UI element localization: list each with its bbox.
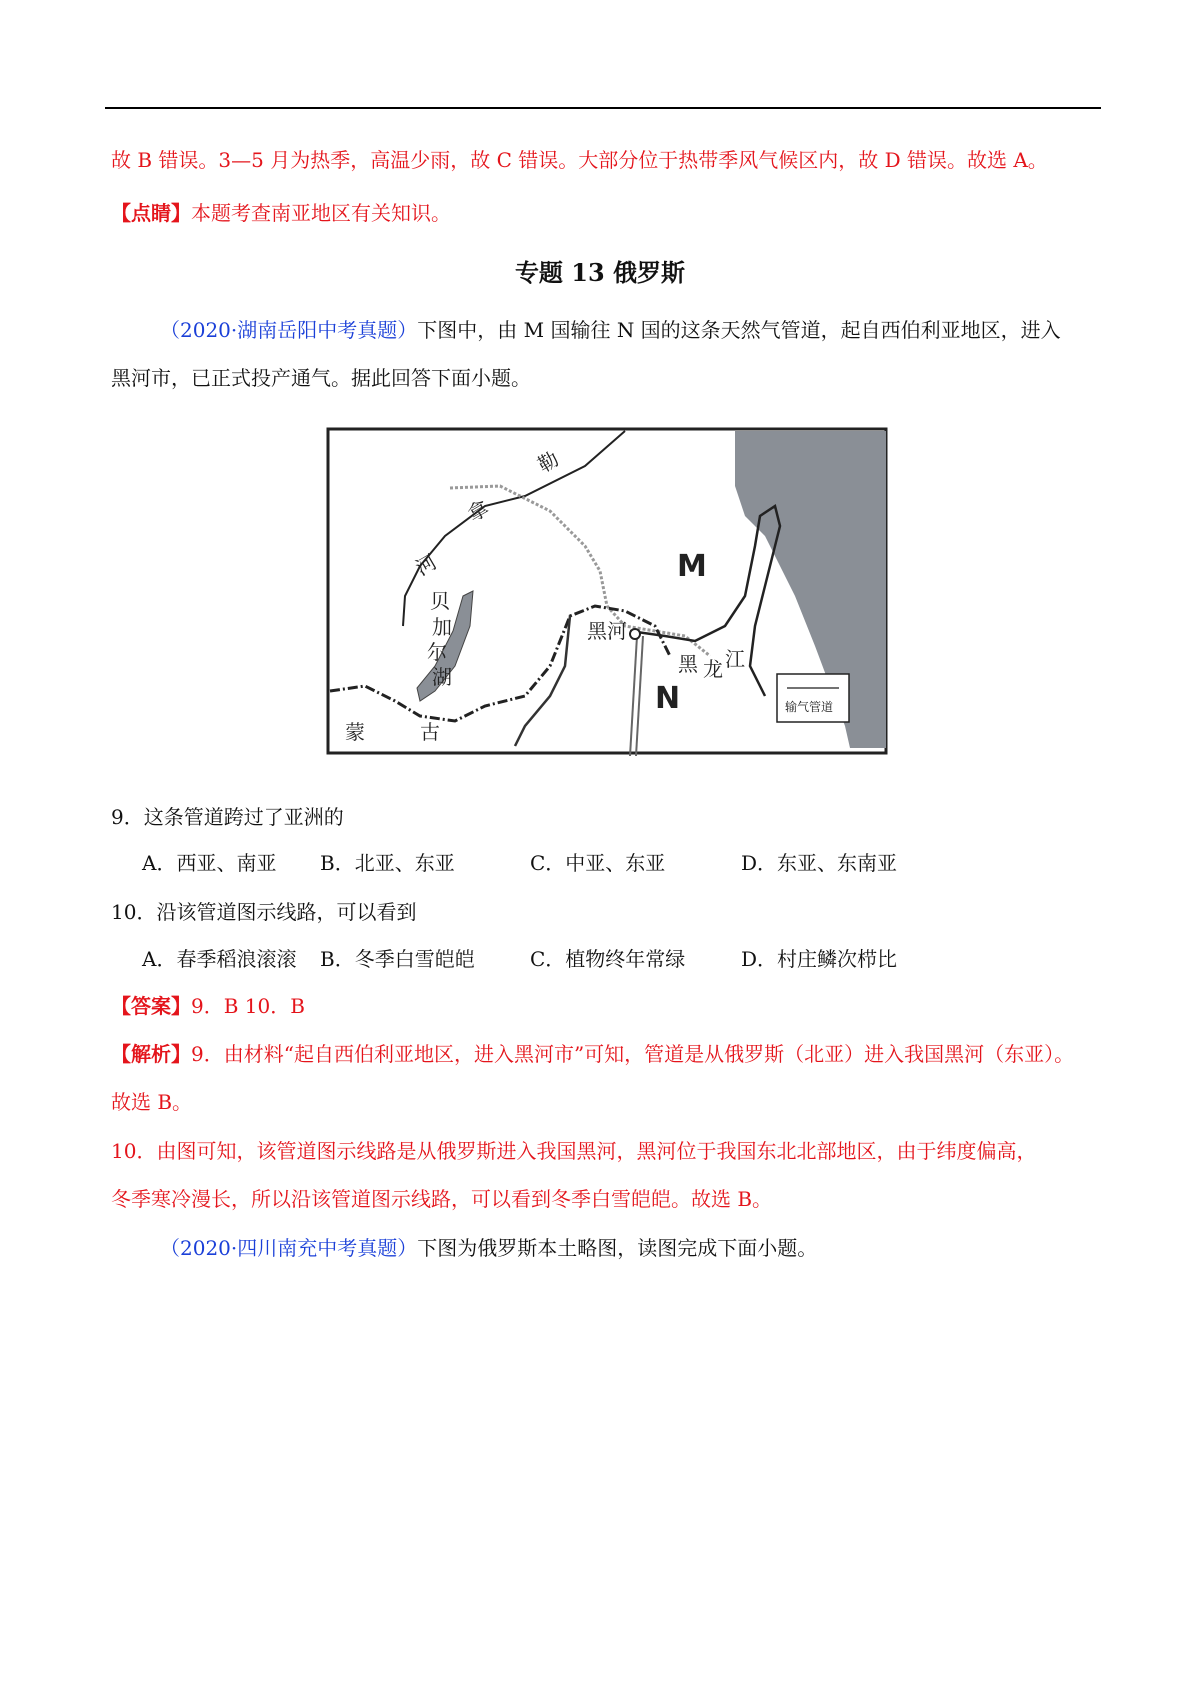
analysis-prev-line: 故 B 错误。3—5 月为热季，高温少雨，故 C 错误。大部分位于热带季风气候区内，故 D 错误。故选 A。 xyxy=(111,148,1048,172)
q10-option-a: A．春季稻浪滚滚 xyxy=(142,947,297,971)
block1-intro1: 下图中，由 M 国输往 N 国的这条天然气管道，起自西伯利亚地区，进入 xyxy=(417,318,1061,342)
q9-option-a: A．西亚、南亚 xyxy=(142,851,277,875)
answer-line xyxy=(111,992,305,1020)
block2-intro-line xyxy=(160,1234,817,1262)
q10-option-d: D．村庄鳞次栉比 xyxy=(741,947,898,971)
lake-char-3: 尔 xyxy=(427,640,447,664)
q9-option-d: D．东亚、东南亚 xyxy=(741,851,898,875)
header-rule xyxy=(105,107,1101,109)
country-m-label: M xyxy=(677,549,707,584)
q9-option-b: B．北亚、东亚 xyxy=(320,851,455,875)
answer-text: 9．B 10．B xyxy=(191,994,305,1018)
block1-intro2: 黑河市，已正式投产通气。据此回答下面小题。 xyxy=(111,366,531,390)
city-label: 黑河 xyxy=(587,619,627,643)
amur-char-2: 龙 xyxy=(703,657,723,681)
analysis-line2: 故选 B。 xyxy=(111,1090,193,1114)
lake-char-4: 湖 xyxy=(432,665,452,689)
block2-intro: 下图为俄罗斯本土略图，读图完成下面小题。 xyxy=(417,1236,818,1260)
river-char-1: 勒 xyxy=(533,446,563,478)
analysis-line1 xyxy=(111,1040,1074,1068)
amur-char-1: 黑 xyxy=(678,652,698,676)
analysis-text1: 9．由材料“起自西伯利亚地区，进入黑河市”可知，管道是从俄罗斯（北亚）进入我国黑河（东亚）。 xyxy=(191,1042,1075,1066)
q9-option-c: C．中亚、东亚 xyxy=(530,851,666,875)
analysis-line4: 冬季寒冷漫长，所以沿该管道图示线路，可以看到冬季白雪皑皑。故选 B。 xyxy=(111,1187,773,1211)
river-char-2: 拿 xyxy=(463,495,493,527)
section-title: 专题 13 俄罗斯 xyxy=(514,258,686,287)
pipeline-map xyxy=(325,426,889,756)
country-n-label: N xyxy=(655,681,681,716)
legend-label: 输气管道 xyxy=(785,700,834,714)
q10-stem: 10．沿该管道图示线路，可以看到 xyxy=(111,900,417,924)
block2-source: （2020·四川南充中考真题） xyxy=(160,1236,418,1260)
legend-box xyxy=(777,674,849,722)
analysis-tag: 【解析】 xyxy=(111,1042,191,1066)
block1-source: （2020·湖南岳阳中考真题） xyxy=(160,318,418,342)
river-char-3: 河 xyxy=(411,549,441,581)
lake-char-2: 加 xyxy=(432,615,452,639)
tip-text: 本题考查南亚地区有关知识。 xyxy=(191,201,451,225)
amur-char-3: 江 xyxy=(725,647,745,671)
block1-intro-line1 xyxy=(160,316,1061,344)
tip-line xyxy=(111,199,451,227)
q10-option-b: B．冬季白雪皑皑 xyxy=(320,947,475,971)
mongolia-char-2: 古 xyxy=(420,720,440,744)
lake-char-1: 贝 xyxy=(430,589,450,613)
tip-tag: 【点睛】 xyxy=(111,201,191,225)
heihe-marker xyxy=(630,629,640,639)
analysis-line3: 10．由图可知，该管道图示线路是从俄罗斯进入我国黑河，黑河位于我国东北北部地区，由于纬度偏高， xyxy=(111,1139,1037,1163)
q10-option-c: C．植物终年常绿 xyxy=(530,947,686,971)
answer-tag: 【答案】 xyxy=(111,994,191,1018)
q9-stem: 9．这条管道跨过了亚洲的 xyxy=(111,805,344,829)
mongolia-char-1: 蒙 xyxy=(345,720,365,744)
